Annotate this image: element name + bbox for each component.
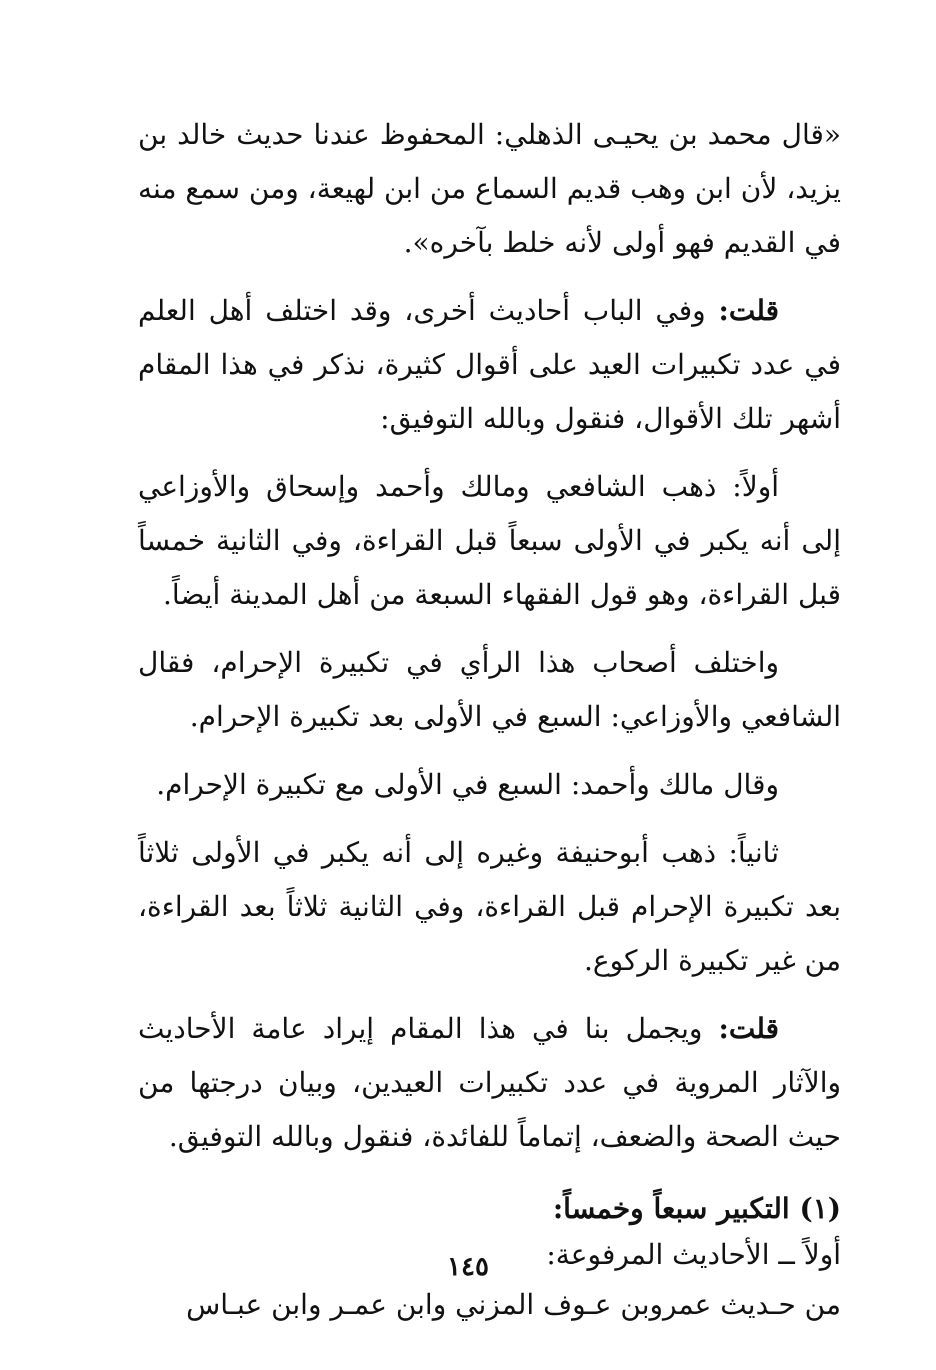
note-paragraph-2	[138, 1002, 841, 1164]
note-lead: قلت:	[718, 1012, 779, 1045]
page-number: ١٤٥	[447, 1252, 489, 1282]
disagreement-paragraph	[138, 636, 841, 744]
paragraph-text: ويجمل بنا في هذا المقام إيراد عامة الأحاديث والآثار المروية في عدد تكبيرات العيدين، وبيان درجتها من حيث الصحة والضعف، إتماماً للفائدة، فنقول وبالله التوفيق.	[138, 1012, 841, 1153]
malik-ahmad-paragraph	[138, 758, 841, 812]
section-subheading: أولاً ــ الأحاديث المرفوعة:	[546, 1238, 841, 1271]
section-heading: (١) التكبير سبعاً وخمساً:	[552, 1192, 841, 1225]
note-lead: قلت:	[718, 294, 779, 327]
paragraph-text: وفي الباب أحاديث أخرى، وقد اختلف أهل العلم في عدد تكبيرات العيد على أقوال كثيرة، نذكر في هذا المقام أشهر تلك الأقوال، فنقول وبالله التوفيق:	[138, 294, 841, 435]
first-opinion-paragraph	[138, 460, 841, 622]
paragraph-text: «قال محمد بن يحيـى الذهلي: المحفوظ عندنا حديث خالد بن يزيد، لأن ابن وهب قديم السماع من ابن لهيعة، ومن سمع منه في القديم فهو أولى لأنه خلط بآخره».	[138, 118, 841, 259]
paragraph-text: وقال مالك وأحمد: السبع في الأولى مع تكبيرة الإحرام.	[156, 768, 779, 801]
continuation-line: من حـديث عمروبن عـوف المزني وابن عمـر وابن عبـاس	[186, 1288, 841, 1321]
quote-paragraph	[138, 108, 841, 270]
paragraph-text: واختلف أصحاب هذا الرأي في تكبيرة الإحرام، فقال الشافعي والأوزاعي: السبع في الأولى بعد تكبيرة الإحرام.	[138, 646, 841, 733]
page-body	[138, 108, 841, 1328]
paragraph-text: ثانياً: ذهب أبوحنيفة وغيره إلى أنه يكبر في الأولى ثلاثاً بعد تكبيرة الإحرام قبل القراءة، وفي الثانية ثلاثاً بعد القراءة، من غير تكبيرة الركوع.	[138, 836, 841, 977]
second-opinion-paragraph	[138, 826, 841, 988]
paragraph-text: أولاً: ذهب الشافعي ومالك وأحمد وإسحاق والأوزاعي إلى أنه يكبر في الأولى سبعاً قبل القراءة، وفي الثانية خمساً قبل القراءة، وهو قول الفقهاء السبعة من أهل المدينة أيضاً.	[138, 470, 841, 611]
note-paragraph	[138, 284, 841, 446]
